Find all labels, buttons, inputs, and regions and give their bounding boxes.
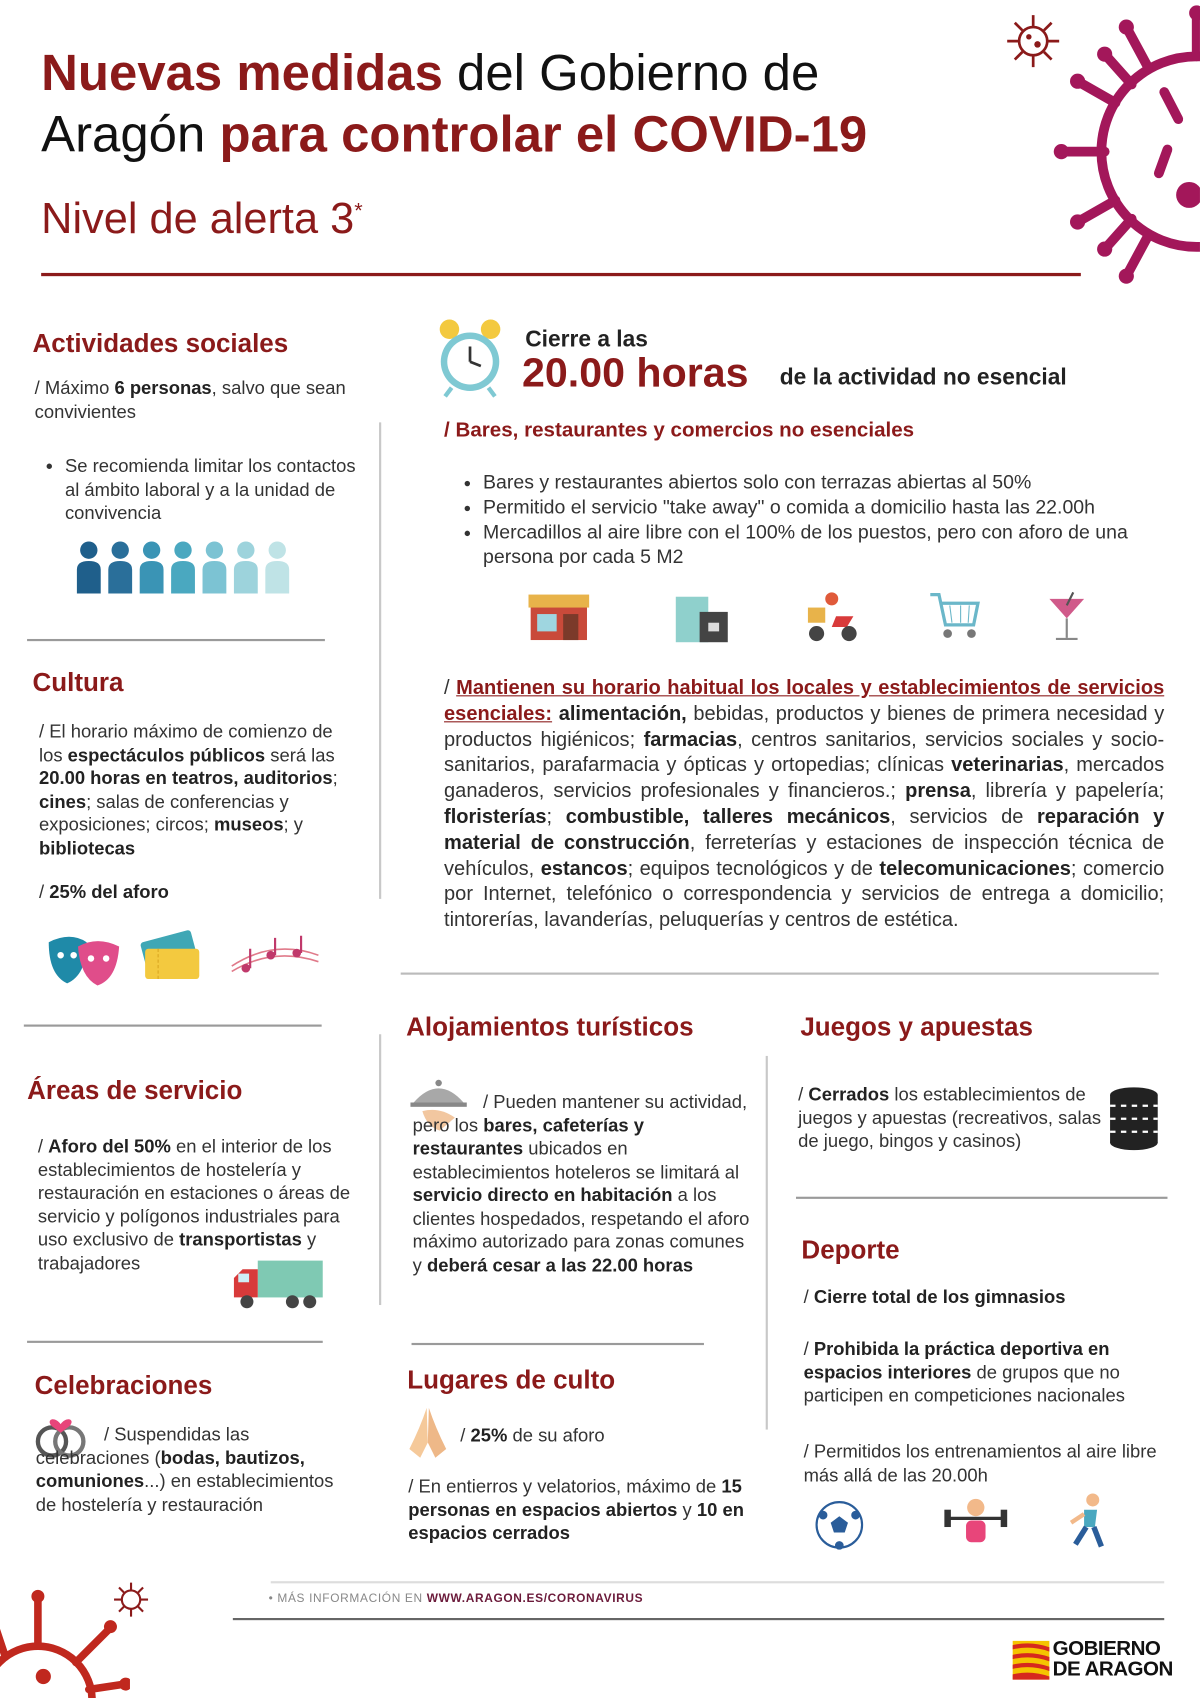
social-title: Actividades sociales	[32, 329, 289, 359]
bold-text: Cierre total de los gimnasios	[813, 1286, 1066, 1308]
social-bullets	[45, 455, 368, 525]
person-icon	[265, 542, 289, 594]
bold-text: estancos	[540, 856, 628, 879]
shopping-bags-icon	[674, 590, 730, 644]
deporte-item	[804, 1286, 1167, 1309]
deporte-title: Deporte	[801, 1235, 900, 1265]
shopping-cart-icon	[928, 590, 982, 642]
divider	[796, 1197, 1167, 1199]
cultura-aforo	[39, 880, 169, 903]
bold-text: bibliotecas	[38, 837, 136, 859]
more-info-prefix: MÁS INFORMACIÓN EN	[277, 1592, 427, 1606]
text: ; salas de conferencias y exposiciones; circos;	[38, 791, 289, 835]
bold-text: Prohibida la práctica deportiva en espacios interiores	[803, 1338, 1110, 1383]
text: bebidas, productos y bienes de primera necesidad y productos higiénicos;	[444, 701, 1165, 751]
bold-text: farmacias	[643, 727, 738, 751]
cierre-hour: 20.00 horas	[522, 350, 749, 397]
celebraciones-title: Celebraciones	[34, 1371, 213, 1401]
text: , librería y papelería;	[970, 778, 1165, 802]
person-icon	[108, 542, 132, 594]
delivery-scooter-icon	[804, 590, 860, 644]
weightlifter-icon	[942, 1495, 1009, 1553]
areas-title: Áreas de servicio	[27, 1076, 243, 1106]
text: a los clientes hospedados, respetando el aforo máximo autorizado para zonas comunes y	[412, 1184, 750, 1276]
truck-icon	[232, 1256, 325, 1312]
bold-text: Nuevas medidas	[41, 43, 443, 101]
alert-level-text: Nivel de alerta 3	[41, 194, 355, 243]
text: ; comercio por Internet, telefónico o correspondencia y servicios de entrega a domicilio; tintorerías, lavanderías, peluquerías y centros de estética.	[444, 856, 1165, 931]
esenciales-underlined: Mantienen su horario habitual los locales y establecimientos de servicios esenciales:	[444, 675, 1165, 725]
deporte-item	[804, 1338, 1167, 1408]
social-bullet: • Se recomienda limitar los contactos al ámbito laboral y a la unidad de convivencia	[65, 455, 368, 525]
bold-text: transportistas	[179, 1229, 302, 1250]
tickets-icon	[139, 927, 204, 987]
text: ; equipos tecnológicos y de	[627, 856, 880, 879]
soccer-ball-icon	[814, 1500, 864, 1550]
alarm-clock-icon	[436, 316, 503, 400]
small-virus-icon	[113, 1581, 150, 1618]
text: /	[798, 1084, 809, 1105]
text: /	[37, 1136, 49, 1157]
celebraciones-text	[36, 1423, 350, 1516]
text: de su aforo	[507, 1425, 605, 1446]
bares-title: / Bares, restaurantes y comercios no esenciales	[444, 419, 915, 442]
column-divider	[379, 1034, 381, 1305]
bold-text: 25% del aforo	[49, 881, 169, 903]
alojamientos-title: Alojamientos turísticos	[406, 1012, 694, 1042]
text: y	[677, 1499, 697, 1520]
cierre-bullet: • Bares y restaurantes abiertos solo con terrazas abiertas al 50%	[483, 470, 1187, 495]
bold-text: cines	[38, 791, 87, 812]
bold-text: combustible, talleres mecánicos	[565, 804, 891, 828]
text: /	[38, 881, 50, 903]
casino-chips-icon	[1107, 1084, 1161, 1151]
juegos-title: Juegos y apuestas	[800, 1012, 1033, 1042]
person-icon	[140, 542, 164, 594]
runner-icon	[1067, 1492, 1110, 1553]
cultura-text	[39, 720, 355, 860]
cierre-bullets	[464, 470, 1187, 570]
bold-text: bares, cafeterías y restaurantes	[412, 1114, 644, 1159]
text: , mercados ganaderos, servicios profesionales y financieros.;	[444, 753, 1165, 802]
text: /	[803, 1286, 814, 1308]
text: será las	[265, 744, 335, 766]
bold-text: 15 personas en espacios abiertos	[408, 1476, 742, 1520]
footer-rule-dark	[233, 1618, 1164, 1620]
text: / El horario máximo de comienzo de los	[38, 721, 333, 766]
text: de grupos que no participen en competiciones nacionales	[803, 1361, 1125, 1406]
text: del Gobierno de	[442, 43, 820, 101]
aragon-flag-logo-icon	[1013, 1641, 1050, 1680]
bold-text: Cerrados	[808, 1084, 890, 1105]
cierre-post: de la actividad no esencial	[779, 364, 1067, 390]
text: / Pueden mantener su actividad, pero los	[412, 1091, 748, 1136]
bold-text: espectáculos públicos	[67, 744, 266, 766]
gobierno-logo-text	[1053, 1639, 1173, 1680]
bold-text: Aforo del 50%	[48, 1136, 171, 1157]
person-icon	[171, 542, 195, 594]
esenciales-lead: /	[444, 675, 457, 699]
header-rule	[41, 273, 1081, 276]
page-title	[41, 41, 867, 164]
text: , centros sanitarios, servicios sociales y socio-sanitarios, parafarmacia y ópticas y ortopedias; clínicas	[444, 727, 1165, 776]
bottom-virus-icon	[0, 1581, 130, 1698]
bold-text: museos	[213, 814, 284, 835]
text: Aragón	[41, 105, 220, 163]
bold-text: prensa	[905, 778, 971, 802]
text: , servicios de	[890, 804, 1037, 828]
culto-text	[408, 1475, 755, 1545]
divider	[401, 973, 1159, 975]
column-divider	[766, 1056, 768, 1430]
footer-rule-light	[271, 1581, 1164, 1583]
bold-text: alimentación,	[552, 701, 687, 725]
text: / Permitidos los entrenamientos al aire libre más allá de las 20.00h	[803, 1441, 1157, 1486]
bold-text: servicio directo en habitación	[412, 1184, 673, 1206]
text: ...) en establecimientos de hostelería y restauración	[35, 1470, 334, 1515]
text: ; y	[283, 814, 304, 835]
alert-level-footnote-mark: *	[354, 198, 363, 223]
esenciales-text	[444, 675, 1164, 933]
cierre-bullet: • Permitido el servicio "take away" o comida a domicilio hasta las 22.00h	[483, 495, 1187, 520]
bold-text: deberá cesar a las 22.00 horas	[426, 1254, 694, 1276]
divider	[27, 639, 325, 641]
esenciales-body	[444, 702, 1164, 931]
more-info-link[interactable]: WWW.ARAGON.ES/CORONAVIRUS	[426, 1592, 644, 1606]
person-icon	[234, 542, 258, 594]
text: ;	[546, 804, 566, 828]
divider	[412, 1343, 704, 1345]
person-icon	[203, 542, 227, 594]
column-divider	[379, 422, 381, 899]
bold-text: reparación y material de construcción	[444, 804, 1165, 854]
cierre-pre: Cierre a las	[525, 327, 648, 352]
praying-hands-icon	[405, 1406, 450, 1460]
text: / Máximo	[34, 377, 115, 399]
text: ;	[332, 767, 338, 789]
cocktail-icon	[1045, 590, 1088, 642]
text: /	[460, 1425, 471, 1446]
areas-text	[38, 1135, 352, 1275]
bold-text: veterinarias	[951, 753, 1064, 776]
bold-text: 6 personas	[114, 377, 212, 399]
alert-level	[41, 195, 362, 244]
bold-text: floristerías	[444, 804, 547, 828]
divider	[24, 1025, 322, 1027]
shop-icon	[526, 590, 591, 642]
text: , ferreterías y estaciones de inspección técnica de vehículos,	[444, 830, 1165, 879]
large-virus-icon	[1051, 0, 1200, 292]
text: / En entierros y velatorios, máximo de	[408, 1476, 722, 1497]
cultura-title: Cultura	[32, 668, 124, 698]
text: / Suspendidas las celebraciones (	[35, 1424, 250, 1469]
social-text	[35, 377, 349, 424]
culto-title: Lugares de culto	[407, 1365, 616, 1395]
more-info	[269, 1592, 644, 1605]
title-line-1	[41, 41, 867, 103]
bold-text: 10 en espacios cerrados	[408, 1499, 744, 1544]
text: en el interior de los establecimientos de hostelería y restauración en estaciones o áreas de servicio y polígonos industriales para uso exclusivo de	[37, 1136, 351, 1250]
bold-text: 20.00 horas en teatros, auditorios	[38, 767, 333, 789]
logo-line-2: DE ARAGON	[1052, 1658, 1173, 1681]
text: y trabajadores	[37, 1229, 317, 1274]
text: , salvo que sean convivientes	[34, 377, 346, 422]
bullet-dot: •	[268, 1592, 278, 1606]
bold-text: telecomunicaciones	[879, 856, 1071, 879]
cierre-bullet: • Mercadillos al aire libre con el 100% de los puestos, pero con aforo de una persona por cada 5 M2	[483, 520, 1187, 570]
music-notes-icon	[230, 934, 322, 983]
text: /	[803, 1338, 814, 1360]
logo-line-1: GOBIERNO	[1052, 1637, 1161, 1661]
juegos-text	[798, 1083, 1103, 1153]
title-line-2	[41, 103, 867, 165]
people-group-icon	[76, 539, 293, 595]
divider	[27, 1341, 323, 1343]
bold-text: 25%	[470, 1425, 508, 1446]
alojamientos-text	[413, 1091, 757, 1277]
theater-masks-icon	[43, 931, 124, 991]
person-icon	[77, 542, 101, 594]
deporte-item	[804, 1440, 1167, 1487]
text: ubicados en establecimientos hoteleros se limitará al	[412, 1138, 740, 1183]
bold-text: bodas, bautizos, comuniones	[35, 1447, 305, 1492]
text: los establecimientos de juegos y apuestas (recreativos, salas de juego, bingos y casinos)	[798, 1084, 1102, 1152]
bold-text: para controlar el COVID-19	[219, 105, 868, 163]
culto-aforo	[460, 1424, 604, 1447]
